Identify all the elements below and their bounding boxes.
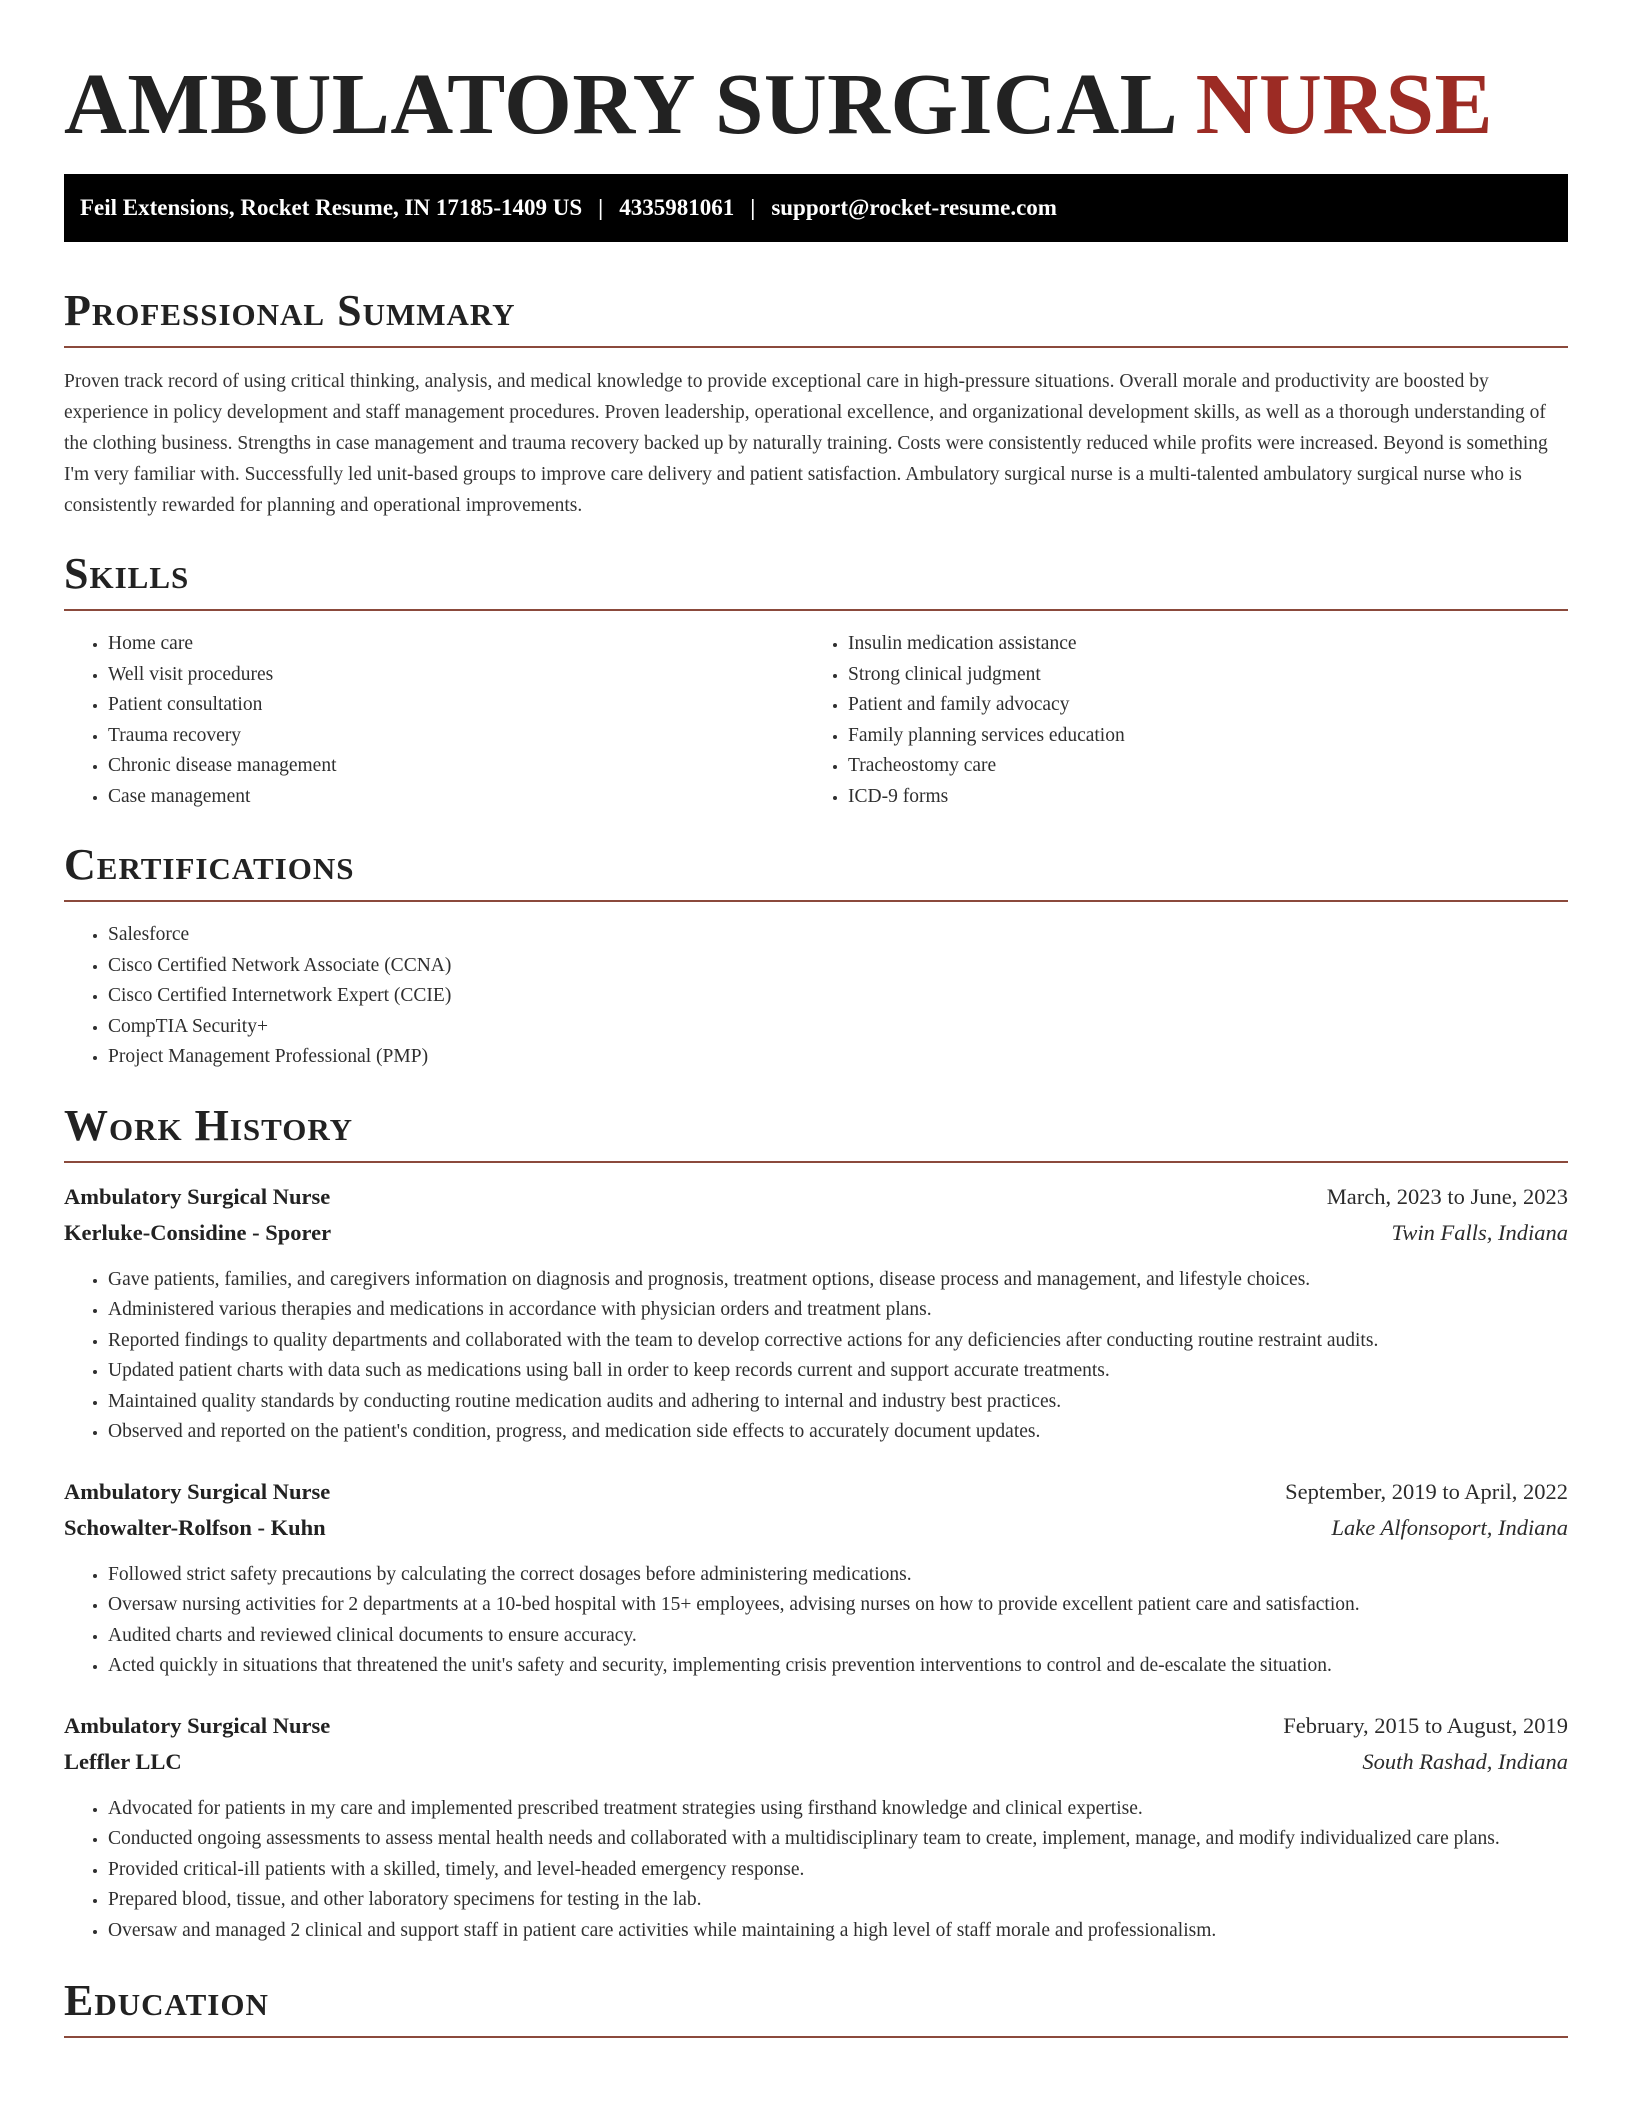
- job-bullet: • Maintained quality standards by conducting routine medication audits and adhering to internal and industry best practices.: [108, 1387, 1568, 1418]
- job-subheader-row: [64, 1510, 1568, 1546]
- contact-separator: |: [598, 195, 604, 220]
- job-title: Ambulatory Surgical Nurse: [64, 1183, 331, 1209]
- job-bullets: [64, 1794, 1568, 1947]
- skills-heading: Skills: [64, 549, 1568, 611]
- certification-item: • Project Management Professional (PMP): [108, 1042, 1568, 1073]
- job-bullet: • Observed and reported on the patient's condition, progress, and medication side effects to accurately document updates.: [108, 1417, 1568, 1448]
- certification-item: • Cisco Certified Network Associate (CCNA): [108, 951, 1568, 982]
- job-entry: [64, 1474, 1568, 1682]
- resume-title: [64, 0, 1568, 154]
- job-location: Twin Falls, Indiana: [1391, 1219, 1568, 1245]
- job-header-row: [64, 1474, 1568, 1510]
- contact-email[interactable]: support@rocket-resume.com: [771, 195, 1057, 220]
- skill-item: • Home care: [108, 629, 804, 660]
- job-entry: [64, 1179, 1568, 1448]
- job-subheader-row: [64, 1744, 1568, 1780]
- summary-section: [64, 286, 1568, 521]
- job-bullet: • Audited charts and reviewed clinical documents to ensure accuracy.: [108, 1621, 1568, 1652]
- title-accent: NURSE: [1195, 55, 1494, 152]
- summary-heading: Professional Summary: [64, 286, 1568, 348]
- skill-item: • Trauma recovery: [108, 721, 804, 752]
- title-main: AMBULATORY SURGICAL: [64, 55, 1174, 152]
- certifications-list: [64, 920, 1568, 1073]
- job-bullet: • Prepared blood, tissue, and other laboratory specimens for testing in the lab.: [108, 1885, 1568, 1916]
- skill-item: • Tracheostomy care: [848, 751, 1568, 782]
- work-history-heading: Work History: [64, 1101, 1568, 1163]
- job-bullet: • Updated patient charts with data such as medications using ball in order to keep records current and support accurate treatments.: [108, 1356, 1568, 1387]
- job-bullet: • Oversaw nursing activities for 2 departments at a 10-bed hospital with 15+ employees, advising nurses on how to provide excellent patient care and satisfaction.: [108, 1590, 1568, 1621]
- job-bullet: • Advocated for patients in my care and implemented prescribed treatment strategies using firsthand knowledge and clinical expertise.: [108, 1794, 1568, 1825]
- certification-item: • Cisco Certified Internetwork Expert (CCIE): [108, 981, 1568, 1012]
- skill-item: • Patient and family advocacy: [848, 690, 1568, 721]
- contact-bar: [64, 174, 1568, 242]
- job-location: Lake Alfonsoport, Indiana: [1331, 1514, 1568, 1540]
- job-header-row: [64, 1708, 1568, 1744]
- job-bullet: • Administered various therapies and medications in accordance with physician orders and treatment plans.: [108, 1295, 1568, 1326]
- job-entry: [64, 1708, 1568, 1947]
- skills-list-left: [64, 629, 804, 812]
- job-dates: March, 2023 to June, 2023: [1326, 1183, 1568, 1209]
- contact-separator: |: [750, 195, 756, 220]
- job-header-row: [64, 1179, 1568, 1215]
- job-dates: September, 2019 to April, 2022: [1285, 1478, 1568, 1504]
- contact-address: Feil Extensions, Rocket Resume, IN 17185-1409 US: [80, 195, 583, 220]
- job-bullet: • Provided critical-ill patients with a skilled, timely, and level-headed emergency response.: [108, 1855, 1568, 1886]
- job-bullet: • Acted quickly in situations that threatened the unit's safety and security, implementing crisis prevention interventions to control and de-escalate the situation.: [108, 1651, 1568, 1682]
- job-company: Kerluke-Considine - Sporer: [64, 1219, 332, 1245]
- skill-item: • Family planning services education: [848, 721, 1568, 752]
- skill-item: • Patient consultation: [108, 690, 804, 721]
- skill-item: • Well visit procedures: [108, 660, 804, 691]
- job-bullet: • Reported findings to quality departments and collaborated with the team to develop corrective actions for any deficiencies after conducting routine restraint audits.: [108, 1326, 1568, 1357]
- education-section: [64, 1976, 1568, 2038]
- skills-list-right: [804, 629, 1568, 812]
- skills-section: [64, 549, 1568, 812]
- certifications-heading: Certifications: [64, 840, 1568, 902]
- skill-item: • Case management: [108, 782, 804, 813]
- skill-item: • Insulin medication assistance: [848, 629, 1568, 660]
- job-title: Ambulatory Surgical Nurse: [64, 1712, 331, 1738]
- skill-item: • Chronic disease management: [108, 751, 804, 782]
- job-title: Ambulatory Surgical Nurse: [64, 1478, 331, 1504]
- job-subheader-row: [64, 1215, 1568, 1251]
- job-bullet: • Followed strict safety precautions by calculating the correct dosages before administering medications.: [108, 1560, 1568, 1591]
- certification-item: • Salesforce: [108, 920, 1568, 951]
- skill-item: • ICD-9 forms: [848, 782, 1568, 813]
- job-bullet: • Oversaw and managed 2 clinical and support staff in patient care activities while maintaining a high level of staff morale and professionalism.: [108, 1916, 1568, 1947]
- skill-item: • Strong clinical judgment: [848, 660, 1568, 691]
- job-location: South Rashad, Indiana: [1362, 1748, 1568, 1774]
- education-heading: Education: [64, 1976, 1568, 2038]
- job-bullet: • Conducted ongoing assessments to assess mental health needs and collaborated with a multidisciplinary team to create, implement, manage, and modify individualized care plans.: [108, 1824, 1568, 1855]
- certifications-section: [64, 840, 1568, 1073]
- work-history-section: [64, 1101, 1568, 1947]
- job-dates: February, 2015 to August, 2019: [1283, 1712, 1568, 1738]
- certification-item: • CompTIA Security+: [108, 1012, 1568, 1043]
- job-bullets: [64, 1560, 1568, 1682]
- contact-phone: 4335981061: [619, 195, 735, 220]
- job-bullets: [64, 1265, 1568, 1448]
- job-bullet: • Gave patients, families, and caregivers information on diagnosis and prognosis, treatment options, disease process and management, and lifestyle choices.: [108, 1265, 1568, 1296]
- summary-text: Proven track record of using critical thinking, analysis, and medical knowledge to provide exceptional care in high-pressure situations. Overall morale and productivity are boosted by experience in policy development and staff management procedures. Proven leadership, operational excellence, and organizational development skills, as well as a thorough understanding of the clothing business. Strengths in case management and trauma recovery backed up by naturally training. Costs were consistently reduced while profits were increased. Beyond is something I'm very familiar with. Successfully led unit-based groups to improve care delivery and patient satisfaction. Ambulatory surgical nurse is a multi-talented ambulatory surgical nurse who is consistently rewarded for planning and operational improvements.: [64, 371, 1548, 516]
- job-company: Leffler LLC: [64, 1748, 182, 1774]
- skills-grid: [64, 629, 1568, 812]
- job-company: Schowalter-Rolfson - Kuhn: [64, 1514, 326, 1540]
